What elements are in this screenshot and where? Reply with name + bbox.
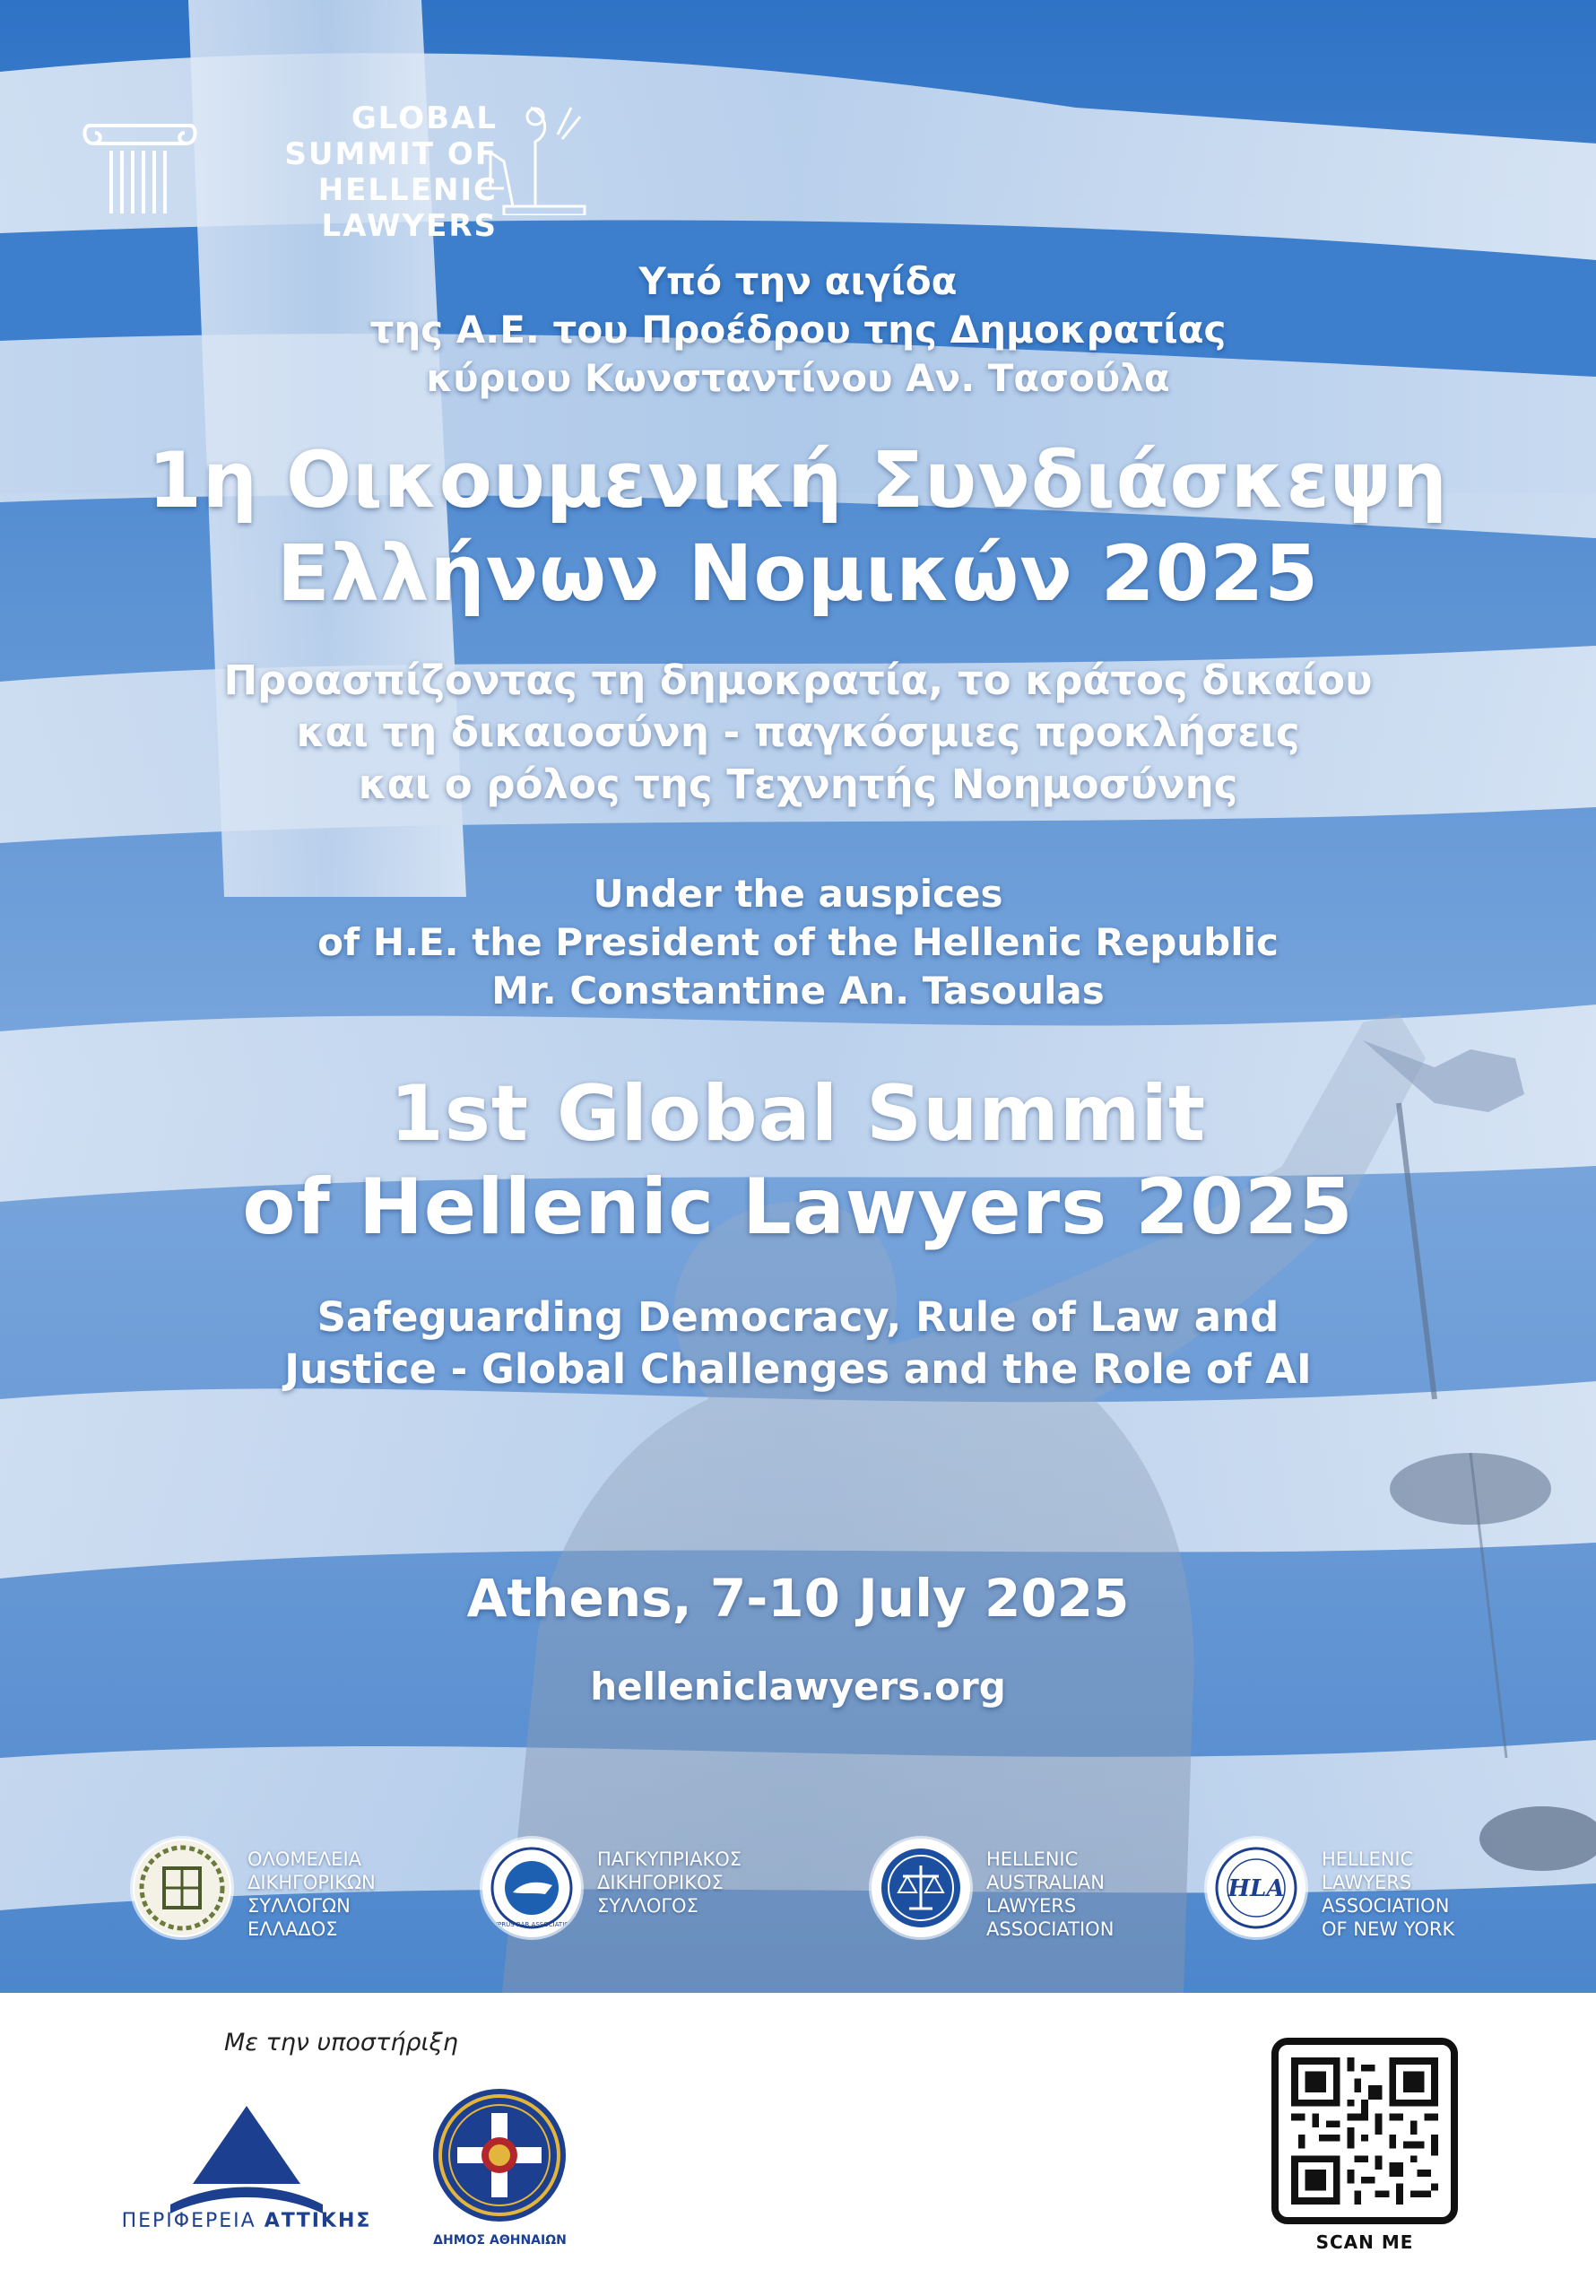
org-name: ΠΑΓΚΥΠΡΙΑΚΟΣ ΔΙΚΗΓΟΡΙΚΟΣ ΣΥΛΛΟΓΟΣ (597, 1848, 742, 1917)
greek-bar-emblem-icon (133, 1839, 231, 1937)
municipality-athens-name: ΔΗΜΟΣ ΑΘΗΝΑΙΩΝ (433, 2233, 567, 2248)
english-title: 1st Global Summit of Hellenic Lawyers 2025 (242, 1069, 1354, 1252)
brand-line: GLOBAL (351, 100, 498, 136)
event-website[interactable]: helleniclawyers.org (590, 1665, 1006, 1709)
english-subtitle: Safeguarding Democracy, Rule of Law and Justice - Global Challenges and the Role of AI (284, 1293, 1312, 1393)
event-date: Athens, 7-10 July 2025 (466, 1568, 1130, 1629)
summit-name (278, 100, 498, 244)
support-label: Με την υποστήριξη (224, 2029, 458, 2057)
qr-code-icon (1291, 2057, 1438, 2205)
organizations-row (0, 1839, 1596, 1940)
hla-emblem-icon (1207, 1839, 1305, 1937)
cyprus-badge-text: CYPRUS BAR ASSOCIATION (489, 1921, 575, 1928)
english-auspices: Under the auspices of H.E. the President of the Hellenic Republic Mr. Constantine An. Tasoulas (317, 872, 1279, 1013)
qr-code[interactable] (1271, 2038, 1458, 2224)
org-name: HELLENIC AUSTRALIAN LAWYERS ASSOCIATION (986, 1848, 1115, 1940)
municipality-athens-emblem-icon (430, 2086, 569, 2225)
org-name: ΟΛΟΜΕΛΕΙΑ ΔΙΚΗΓΟΡΙΚΩΝ ΣΥΛΛΟΓΩΝ ΕΛΛΑΔΟΣ (247, 1848, 376, 1940)
greek-subtitle: Προασπίζοντας τη δημοκρατία, το κράτος δικαίου και τη δικαιοσύνη - παγκόσμιες προκλήσεις και ο ρόλος της Τεχνητής Νοημοσύνης (223, 657, 1373, 808)
brand-line: HELLENIC LAWYERS (317, 172, 498, 244)
australian-lawyers-emblem-icon (872, 1839, 970, 1937)
scan-me-label: SCAN ME (1315, 2231, 1414, 2253)
greek-auspices: Υπό την αιγίδα της Α.Ε. του Προέδρου της Δημοκρατίας κύριου Κωνσταντίνου Αν. Τασούλα (369, 259, 1227, 400)
brand-line: SUMMIT OF (284, 136, 498, 172)
org-name: HELLENIC LAWYERS ASSOCIATION OF NEW YORK (1322, 1848, 1455, 1940)
attica-region-name: ΠΕΡΙΦΕΡΕΙΑ ΑΤΤΙΚΗΣ (121, 2210, 372, 2232)
hla-badge-text: HLA (1227, 1875, 1285, 1902)
cyprus-bar-emblem-icon (482, 1839, 581, 1937)
greek-title: 1η Οικουμενική Συνδιάσκεψη Ελλήνων Νομικών 2025 (148, 436, 1448, 619)
